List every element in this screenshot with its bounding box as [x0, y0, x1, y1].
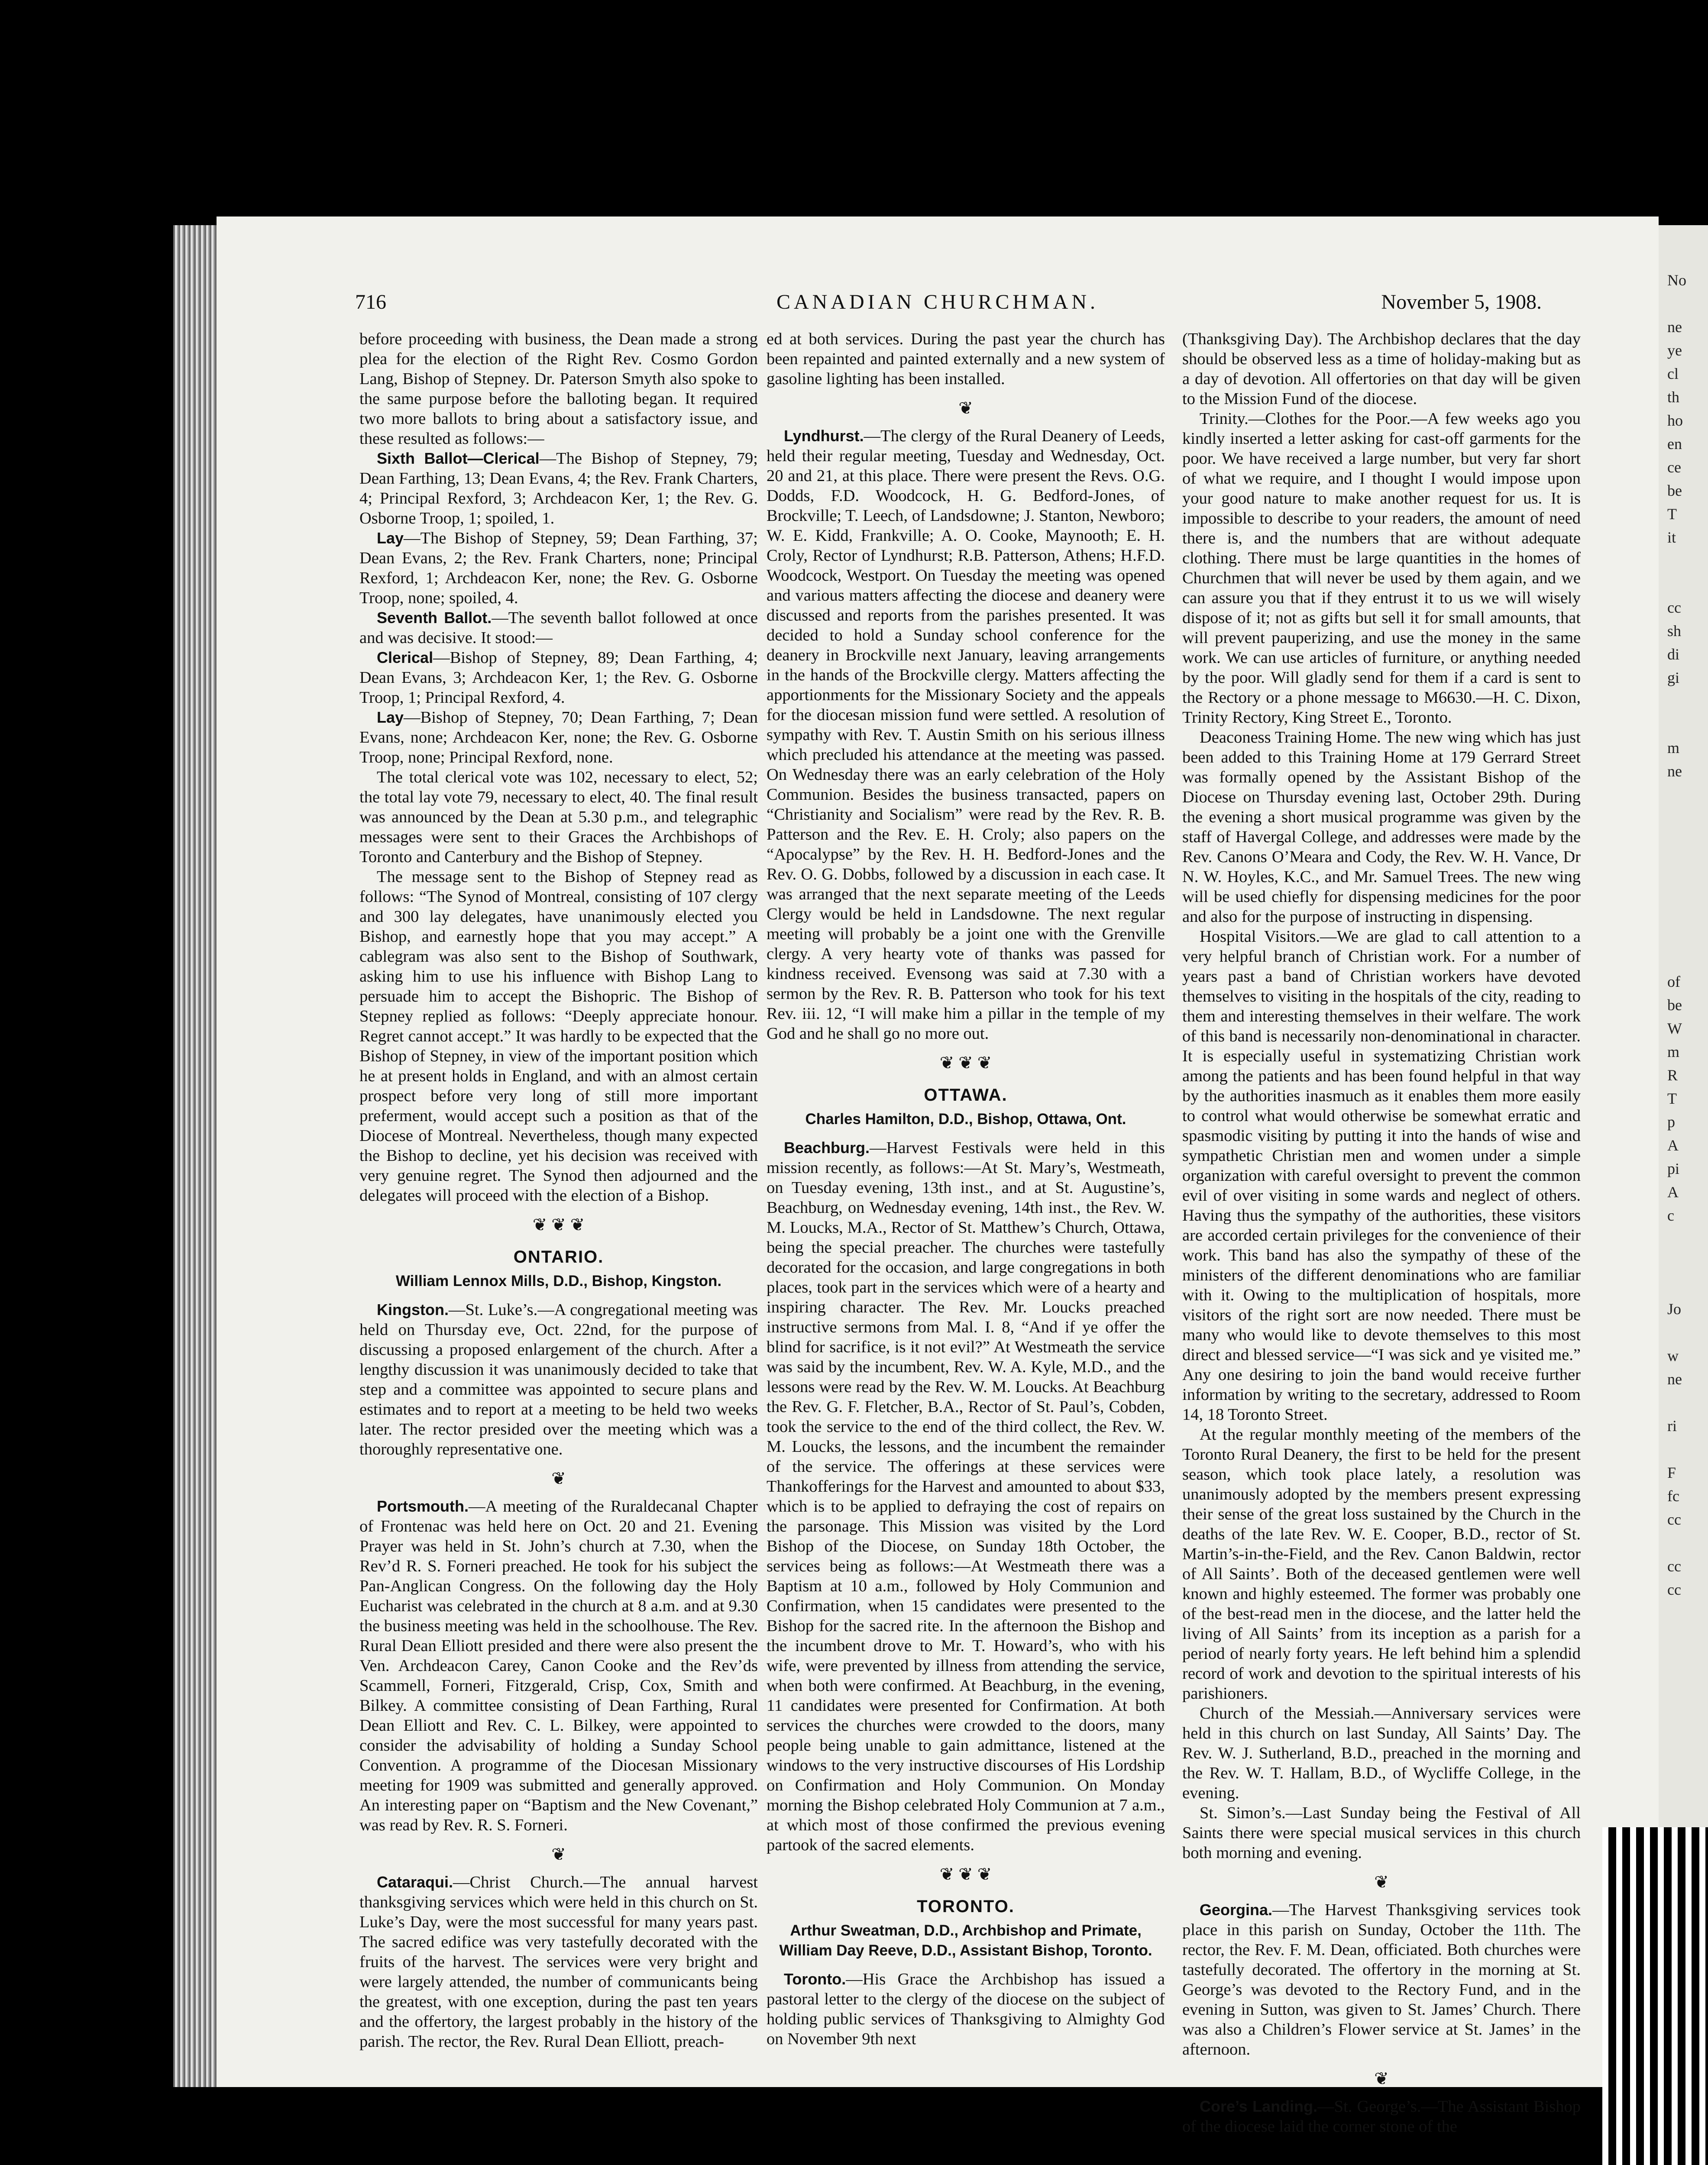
facing-page-fragment [1667, 853, 1708, 876]
ballot-heading: Lay [377, 529, 404, 547]
facing-page-fragment [1667, 292, 1708, 315]
ballot-heading: Sixth Ballot—Clerical [377, 449, 540, 467]
facing-page-fragment: cc [1667, 1581, 1681, 1598]
section-title-ontario: ONTARIO. [513, 1247, 604, 1267]
paragraph: The total clerical vote was 102, necessary to elect, 52; the total lay vote 79, necessary to elect, 40. The final result was announced by the Dean at 5.30 p.m., and telegraphic messages were sent to their Graces the Archbishops of Toronto and Canterbury and the Bishop of Stepney. [359, 768, 758, 866]
article-text: —St. George’s.—The Assistant Bishop of the diocese laid the corner stone of the [1182, 2097, 1581, 2136]
facing-page-fragment [1667, 900, 1708, 923]
facing-page-fragment [1667, 876, 1708, 900]
facing-page-fragment: be [1667, 482, 1682, 499]
paragraph: The message sent to the Bishop of Stepney read as follows: “The Synod of Montreal, consisting of 107 clergy and 300 lay delegates, have unanimously elected you Bishop, and earnestly hope that you may accept.” A cablegram was also sent to the Bishop of Southwark, asking him to use his influence with Bishop Lang to persuade him to accept the Bishopric. The Bishop of Stepney replied as follows: “Deeply appreciate honour. Regret cannot accept.” It was hardly to be expected that the Bishop of Stepney, in view of the important position which he at present holds in England, and with an almost certain prospect before very long of still more important preferment, would accept such a position as that of the Diocese of Montreal. Nevertheless, though many expected the Bishop to decline, yet his decision was received with very genuine regret. The Synod then adjourned and the delegates will proceed with the election of a Bishop. [359, 868, 758, 1205]
facing-page-fragment: pi [1667, 1160, 1680, 1177]
ballot-text: —The Bishop of Stepney, 59; Dean Farthing, 37; Dean Evans, 2; the Rev. Frank Charters, none; Principal Rexford, 1; Archdeacon Ker, none; the Rev. G. Osborne Troop, none; spoiled, 4. [359, 529, 758, 607]
facing-page-fragment: R [1667, 1066, 1678, 1084]
column-3 [1182, 329, 1581, 2136]
facing-page-fragment: cc [1667, 1511, 1681, 1528]
facing-page-fragment: A [1667, 1137, 1679, 1154]
facing-page-fragment: ne [1667, 1370, 1682, 1388]
paragraph: Church of the Messiah.—Anniversary services were held in this church on last Sunday, All Saints’ Day. The Rev. W. J. Sutherland, B.D., preached in the morning and the Rev. W. T. Hallam, B.D., of Wycliffe College, in the evening. [1182, 1704, 1581, 1802]
facing-page-fragment [1667, 549, 1708, 572]
newspaper-page [217, 216, 1659, 2136]
article-lead: Portsmouth. [377, 1497, 469, 1515]
masthead: CANADIAN CHURCHMAN. [776, 291, 1099, 313]
article-lead: Lyndhurst. [784, 427, 864, 445]
facing-page-fragment: be [1667, 996, 1682, 1014]
facing-page-fragment: m [1667, 739, 1680, 756]
facing-page-text-fragments [1667, 268, 1708, 1697]
paragraph: At the regular monthly meeting of the members of the Toronto Rural Deanery, the first to be held for the present season, which took place lately, a resolution was unanimously adopted by the members present expressing their sense of the great loss sustained by the Church in the deaths of the late Rev. W. E. Cooper, B.D., rector of St. Martin’s-in-the-Field, and the Rev. Canon Baldwin, rector of All Saints’. Both of the deceased gentlemen were well known and highly esteemed. The former was probably one of the best-read men in the diocese, and the latter held the living of All Saints’ from its inception as a parish for a period of nearly forty years. He left behind him a splendid record of work and devotion to the spiritual interests of his parishioners. [1182, 1425, 1581, 1703]
issue-date: November 5, 1908. [1381, 291, 1542, 313]
facing-page-fragment [1667, 806, 1708, 830]
facing-page-fragment: ho [1667, 412, 1683, 429]
section-title-ottawa: OTTAWA. [924, 1086, 1008, 1105]
facing-page-fragment [1667, 1625, 1708, 1648]
facing-page-fragment: p [1667, 1113, 1675, 1131]
page-number: 716 [355, 291, 386, 313]
facing-page-fragment: T [1667, 505, 1677, 523]
article-lead: Georgina. [1200, 1901, 1273, 1919]
section-byline: Arthur Sweatman, D.D., Archbishop and Primate, William Day Reeve, D.D., Assistant Bishop, Toronto. [779, 1922, 1152, 1959]
facing-page-edges [1602, 1827, 1708, 2165]
ballot-heading: Lay [377, 708, 404, 726]
facing-page-fragment: W [1667, 1020, 1682, 1037]
facing-page-fragment: of [1667, 973, 1680, 990]
facing-page-fragment: c [1667, 1207, 1674, 1224]
section-ornament: ❦ ❦ ❦ [532, 1215, 585, 1234]
facing-page-fragment [1667, 1391, 1708, 1414]
facing-page-fragment [1667, 713, 1708, 736]
facing-page-fragment [1667, 1601, 1708, 1625]
facing-page-fragment: F [1667, 1464, 1676, 1481]
paragraph: Deaconess Training Home. The new wing which has just been added to this Training Home at 179 Gerrard Street was formally opened by the Assistant Bishop of the Diocese on Thursday evening last, October 29th. During the evening a short musical programme was given by the staff of Havergal College, and addresses were made by the Rev. Canons O’Meara and Cody, the Rev. W. H. Vance, Dr N. W. Hoyles, K.C., and Mr. Samuel Trees. The new wing will be used chiefly for dispensing medicines for the poor and also for the purpose of instructing in dispensing. [1182, 728, 1581, 926]
facing-page-fragment: Jo [1667, 1300, 1682, 1318]
facing-page-fragment: ye [1667, 342, 1682, 359]
article-lead: Cataraqui. [377, 1873, 453, 1891]
facing-page-fragment [1667, 830, 1708, 853]
article-lead: Toronto. [784, 1970, 846, 1988]
paragraph: Trinity.—Clothes for the Poor.—A few weeks ago you kindly inserted a letter asking for cast-off garments for the poor. We have received a large number, but very far short of what we require, and I thought I would impose upon your good nature to make another request for us. It is impossible to describe to your readers, the amount of need there is, and the numbers that are without adequate clothing. There must be large quantities in the homes of Churchmen that will never be used by them again, and we can assure you that if they entrust it to us we will wisely dispose of it; not as gifts but sell it for small amounts, that will prevent pauperizing, and use the money in the same work. We can use articles of furniture, or anything needed by the poor. Will gladly send for them if a card is sent to the Rectory or a phone message to M6630.—H. C. Dixon, Trinity Rectory, King Street E., Toronto. [1182, 410, 1581, 727]
facing-page-fragment [1667, 1227, 1708, 1251]
article-text: —St. Luke’s.—A congregational meeting was held on Thursday eve, Oct. 22nd, for the purpose of discussing a proposed enlargement of the church. After a lengthy discussion it was unanimously decided to take that step and a committee was appointed to secure plans and estimates and to report at a meeting to be held two weeks later. The rector presided over the meeting which was a thoroughly representative one. [359, 1301, 758, 1458]
article-lead: Kingston. [377, 1301, 449, 1318]
article-text: —The clergy of the Rural Deanery of Leeds, held their regular meeting, Tuesday and Wednesday, Oct. 20 and 21, at this place. There were present the Revs. O.G. Dodds, F.D. Woodcock, H. G. Bedford-Jones, of Brockville; T. Leech, of Landsdowne; J. Stanton, Newboro; W. E. Kidd, Frankville; A. O. Cooke, Maynooth; E. H. Croly, Rector of Lyndhurst; R.B. Patterson, Athens; H.F.D. Woodcock, Westport. On Tuesday the meeting was opened and various matters affecting the diocese and deanery were discussed and reports from the parishes presented. It was decided to hold a Sunday school conference for the deanery in Brockville next January, leaving arrangements in the hands of the Brockville clergy. Matters affecting the apportionments for the Missionary Society and the appeals for the diocesan mission fund were settled. A resolution of sympathy with Rev. T. Austin Smith on his serious illness which precluded his attendance at the meeting was passed. On Wednesday there was an early celebration of the Holy Communion. Besides the business transacted, papers on “Christianity and Socialism” were read by the Rev. R. B. Patterson and the Rev. E. H. Croly; also papers on the “Apocalypse” by the Rev. H. H. Bedford-Jones and the Rev. O. G. Dobbs, followed by a discussion in each case. It was arranged that the next separate meeting of the Leeds Clergy would be held in Landsdowne. The next regular meeting will probably be a joint one with the Grenville clergy. A very hearty vote of thanks was passed for kindness received. Evensong was said at 7.30 with a sermon by the Rev. R. B. Patterson who took for his text Rev. iii. 12, “I will make him a pillar in the temple of my God and he shall go no more out. [767, 427, 1165, 1043]
section-byline: William Lennox Mills, D.D., Bishop, Kingston. [395, 1273, 722, 1289]
ballot-text: —Bishop of Stepney, 70; Dean Farthing, 7; Dean Evans, none; Archdeacon Ker, none; the Rev. G. Osborne Troop, none; Principal Rexford, none. [359, 708, 758, 766]
page-header [217, 281, 1659, 325]
facing-page-fragment: it [1667, 529, 1676, 546]
facing-page-fragment: ce [1667, 459, 1681, 476]
facing-page-fragment: en [1667, 435, 1682, 452]
divider-ornament: ❦ [551, 1469, 566, 1488]
section-ornament: ❦ ❦ ❦ [939, 1053, 992, 1073]
facing-page-fragment: cl [1667, 365, 1679, 382]
ballot-text: —The seventh ballot followed at once and was decisive. It stood:— [359, 609, 758, 647]
facing-page-fragment: th [1667, 388, 1680, 406]
facing-page-fragment: ri [1667, 1417, 1677, 1435]
divider-ornament: ❦ [1374, 2069, 1389, 2088]
facing-page-fragment: fc [1667, 1487, 1679, 1505]
facing-page-fragment [1667, 1531, 1708, 1554]
facing-page-fragment: A [1667, 1183, 1679, 1201]
article-text: —Christ Church.—The annual harvest thanksgiving services which were held in this church on St. Luke’s Day, were the most successful for many years past. The sacred edifice was very tastefully decorated with the fruits of the harvest. The services were very bright and were largely attended, the number of communicants being the greatest, with one exception, during the past ten years and the offertory, the largest probably in the history of the parish. The rector, the Rev. Rural Dean Elliott, preach- [359, 1873, 758, 2051]
facing-page-fragment: gi [1667, 669, 1680, 686]
facing-page-fragment: ne [1667, 318, 1682, 336]
facing-page-fragment [1667, 923, 1708, 947]
section-byline: Charles Hamilton, D.D., Bishop, Ottawa, Ont. [805, 1111, 1126, 1128]
facing-page-fragment [1667, 1321, 1708, 1344]
facing-page-fragment: di [1667, 646, 1680, 663]
ballot-heading: Seventh Ballot. [377, 609, 492, 627]
paragraph: (Thanksgiving Day). The Archbishop declares that the day should be observed less as a time of holiday-making but as a day of devotion. All offertories on that day will be given to the Mission Fund of the diocese. [1182, 330, 1581, 408]
divider-ornament: ❦ [1374, 1872, 1389, 1892]
facing-page-fragment: sh [1667, 622, 1682, 640]
column-2 [767, 329, 1165, 2049]
article-lead: Beachburg. [784, 1139, 870, 1157]
facing-page-fragment [1667, 572, 1708, 596]
facing-page-fragment [1667, 1274, 1708, 1297]
article-text: —The Harvest Thanksgiving services took place in this parish on Sunday, October the 11th. The rector, the Rev. F. M. Dean, officiated. Both churches were tastefully decorated. The offertory in the morning at St. George’s was devoted to the Rectory Fund, and in the evening in Sutton, was given to St. James’ Church. There was also a Children’s Flower service at St. James’ in the afternoon. [1182, 1901, 1581, 2058]
paragraph: ed at both services. During the past year the church has been repainted and painted externally and a new system of gasoline lighting has been installed. [767, 330, 1165, 388]
ballot-heading: Clerical [377, 649, 433, 666]
facing-page-fragment: T [1667, 1090, 1677, 1107]
facing-page-fragment [1667, 1251, 1708, 1274]
article-text: —A meeting of the Ruraldecanal Chapter of Frontenac was held here on Oct. 20 and 21. Evening Prayer was held in St. John’s church at 7.30, when the Rev’d R. S. Forneri preached. He took for his subject the Pan-Anglican Congress. On the following day the Holy Eucharist was celebrated in the church at 8 a.m. and at 9.30 the business meeting was held in the schoolhouse. The Rev. Rural Dean Elliott presided and there were also present the Ven. Archdeacon Carey, Canon Cooke and the Rev’ds Scammell, Forneri, Fitzgerald, Crisp, Cox, Smith and Bilkey. A committee consisting of Dean Farthing, Rural Dean Elliott and Rev. C. L. Bilkey, were appointed to consider the advisability of holding a Sunday School Convention. A programme of the Diocesan Missionary meeting for 1909 was submitted and generally approved. An interesting paper on “Baptism and the New Covenant,” was read by Rev. R. S. Forneri. [359, 1497, 758, 1834]
facing-page-fragment: cc [1667, 1558, 1681, 1575]
facing-page-fragment: w [1667, 1347, 1679, 1364]
article-text: —His Grace the Archbishop has issued a pastoral letter to the clergy of the diocese on the subject of holding public services of Thanksgiving to Almighty God on November 9th next [767, 1970, 1165, 2048]
facing-page-fragment: m [1667, 1043, 1680, 1060]
paragraph: Hospital Visitors.—We are glad to call attention to a very helpful branch of Christian work. For a number of years past a band of Christian workers have devoted themselves to visiting in the hospitals of the city, reading to them and interesting themselves in their welfare. The work of this band is necessarily non-denominational in character. It is especially useful in systematizing Christian work among the patients and has been found helpful in that way by the authorities inasmuch as it enables them more easily to control what would otherwise be somewhat erratic and spasmodic visiting by putting it into the hands of wise and sympathetic Christian men and women under a simple organization with careful oversight to prevent the common evil of over visiting in some wards and neglect of others. Having thus the sympathy of the authorities, these visitors are accorded certain privileges for the convenience of their work. This band has also the sympathy of these of the ministers of the different denominations who are familiar with it. Owing to the multiplication of hospitals, more visitors of the right sort are now needed. There must be many who would like to devote themselves to this most direct and blessed service—“I was sick and ye visited me.” Any one desiring to join the band would receive further information by writing to the secretary, addressed to Room 14, 18 Toronto Street. [1182, 927, 1581, 1424]
facing-page-fragment: cc [1667, 599, 1681, 616]
column-1 [359, 329, 758, 2052]
article-text: —Harvest Festivals were held in this mission recently, as follows:—At St. Mary’s, Westmeath, on Tuesday evening, 13th inst., and at St. Augustine’s, Beachburg, on Wednesday evening, 14th inst., the Rev. W. M. Loucks, M.A., Rector of St. Matthew’s Church, Ottawa, being the special preacher. The churches were tastefully decorated for the occasion, and large congregations in both places, took part in the services which were of a hearty and inspiring character. The Rev. Mr. Loucks preached instructive sermons from Mal. I. 8, “And if ye offer the blind for sacrifice, is it not evil?” At Westmeath the service was said by the incumbent, Rev. W. A. Kyle, M.D., and the lessons were read by the Rev. W. M. Loucks. At Beachburg the Rev. G. F. Fletcher, B.A., Rector of St. Paul’s, Cobden, took the service to the end of the third collect, the Rev. W. M. Loucks, the lessons, and the incumbent the remainder of the service. The offerings at these services were Thankofferings for the Harvest and amounted to about $33, which is to be applied to defraying the cost of repairs on the parsonage. This Mission was visited by the Lord Bishop of the Diocese, on Sunday 18th October, the services being as follows:—At Westmeath there was a Baptism at 10 a.m., followed by Holy Communion and Confirmation, when 15 candidates were presented to the Bishop for the sacred rite. In the afternoon the Bishop and the incumbent drove to Mr. T. Howard’s, who with his wife, were prevented by illness from attending the service, when both were confirmed. At Beachburg, in the evening, 11 candidates were presented for Confirmation. At both services the churches were crowded to the doors, many people being unable to gain admittance, listened at the windows to the very instructive discourses of His Lordship on Confirmation and Holy Communion. On Monday morning the Bishop celebrated Holy Communion at 7 a.m., at which most of those confirmed the previous evening partook of the sacred elements. [767, 1139, 1165, 1854]
paragraph: before proceeding with business, the Dean made a strong plea for the election of the Right Rev. Cosmo Gordon Lang, Bishop of Stepney. Dr. Paterson Smyth also spoke to the same purpose before the balloting began. It required two more ballots to bring about a satisfactory issue, and these resulted as follows:— [359, 330, 758, 448]
article-lead: Core’s Landing. [1200, 2097, 1318, 2115]
divider-ornament: ❦ [958, 398, 973, 418]
facing-page-fragment [1667, 1438, 1708, 1461]
section-ornament: ❦ ❦ ❦ [939, 1864, 992, 1884]
ballot-text: —The Bishop of Stepney, 79; Dean Farthing, 13; Dean Evans, 4; the Rev. Frank Charters, 4; Principal Rexford, 3; Archdeacon Ker, 1; the Rev. G. Osborne Troop, 1; spoiled, 1. [359, 449, 758, 527]
divider-ornament: ❦ [551, 1845, 566, 1864]
facing-page-fragment [1667, 947, 1708, 970]
ballot-text: —Bishop of Stepney, 89; Dean Farthing, 4; Dean Evans, 3; Archdeacon Ker, 1; the Rev. G. Osborne Troop, 1; Principal Rexford, 4. [359, 649, 758, 707]
paragraph: St. Simon’s.—Last Sunday being the Festival of All Saints there were special musical services in this church both morning and evening. [1182, 1804, 1581, 1862]
facing-page-fragment [1667, 783, 1708, 806]
book-page-edges [173, 225, 221, 2087]
facing-page-fragment [1667, 689, 1708, 713]
facing-page-fragment: No [1667, 271, 1686, 289]
facing-page-fragment: ne [1667, 763, 1682, 780]
section-title-toronto: TORONTO. [917, 1897, 1015, 1916]
